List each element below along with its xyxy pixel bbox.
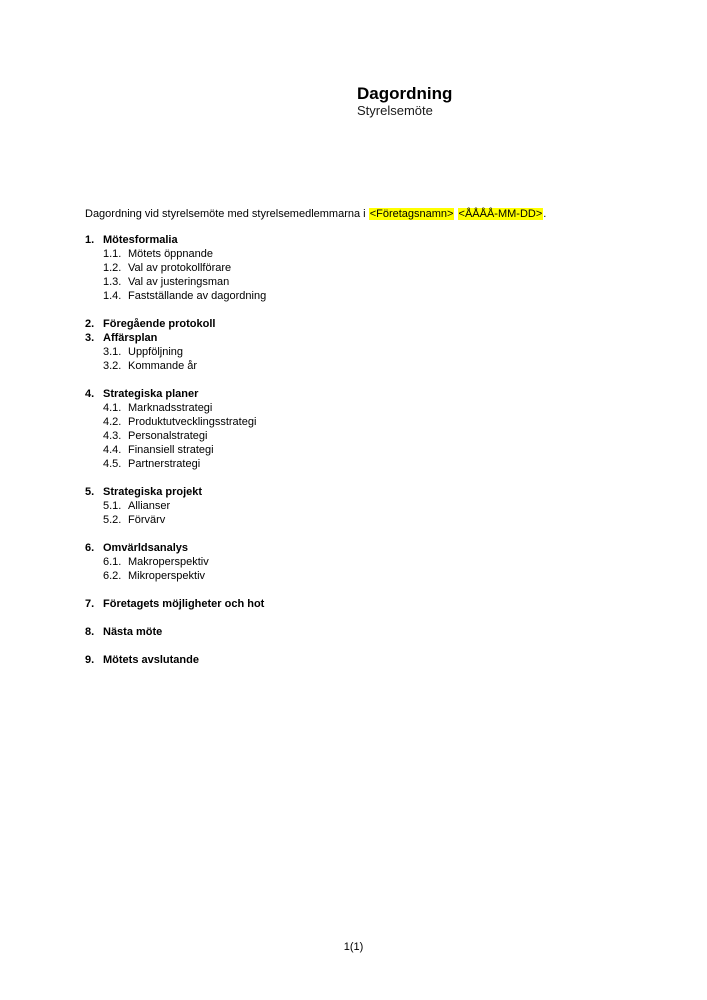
- document-subtitle: Styrelsemöte: [357, 103, 433, 118]
- agenda-subitem-number: 5.2.: [103, 514, 122, 526]
- agenda-section-heading: [85, 485, 707, 499]
- agenda-subitem-label: Kommande år: [128, 360, 198, 372]
- agenda-section-number: 6.: [85, 542, 95, 554]
- agenda-subitem-label: Val av justeringsman: [128, 276, 230, 288]
- page-number: 1(1): [343, 941, 364, 953]
- agenda-section: [85, 597, 707, 611]
- agenda-subitem-number: 1.1.: [103, 248, 122, 260]
- agenda-section: [85, 387, 707, 471]
- agenda-subitem-number: 4.1.: [103, 402, 122, 414]
- agenda-section-heading: [85, 387, 707, 401]
- agenda-subitem: [103, 499, 707, 513]
- agenda-section: [85, 625, 707, 639]
- agenda-section-heading: [85, 541, 707, 555]
- agenda-section: [85, 653, 707, 667]
- agenda-section-label: Företagets möjligheter och hot: [103, 598, 265, 610]
- agenda-subitem: [103, 415, 707, 429]
- agenda-subitem: [103, 345, 707, 359]
- agenda-section: [85, 317, 707, 331]
- agenda-subitem-label: Produktutvecklingsstrategi: [128, 416, 257, 428]
- agenda-section-label: Föregående protokoll: [103, 318, 216, 330]
- agenda-subitem: [103, 275, 707, 289]
- agenda-subitem-label: Fastställande av dagordning: [128, 290, 267, 302]
- agenda-subitem-label: Allianser: [128, 500, 171, 512]
- agenda-subitem-number: 6.2.: [103, 570, 122, 582]
- agenda-section: [85, 331, 707, 373]
- intro-lead-text: Dagordning vid styrelsemöte med styrelsemedlemmarna i: [85, 208, 366, 220]
- title-block: [357, 84, 707, 119]
- agenda-section-heading: [85, 233, 707, 247]
- agenda-subitem-label: Uppföljning: [128, 346, 184, 358]
- agenda-section-label: Strategiska planer: [103, 388, 199, 400]
- agenda-subitem: [103, 429, 707, 443]
- document-title: Dagordning: [357, 84, 453, 103]
- agenda-section-number: 8.: [85, 626, 95, 638]
- agenda-subitem: [103, 513, 707, 527]
- agenda-subitem-label: Makroperspektiv: [128, 556, 209, 568]
- agenda-subitem-label: Partnerstrategi: [128, 458, 201, 470]
- agenda-subitem-label: Personalstrategi: [128, 430, 208, 442]
- agenda-section-heading: [85, 317, 707, 331]
- agenda-subitem-number: 1.4.: [103, 290, 122, 302]
- agenda-subitem: [103, 401, 707, 415]
- agenda-section-heading: [85, 653, 707, 667]
- agenda-subitem-label: Finansiell strategi: [128, 444, 214, 456]
- agenda-section-number: 4.: [85, 388, 95, 400]
- agenda-section-label: Mötesformalia: [103, 234, 178, 246]
- agenda-list: [85, 233, 707, 667]
- agenda-section: [85, 233, 707, 303]
- agenda-section-label: Strategiska projekt: [103, 486, 203, 498]
- agenda-subitem-number: 1.3.: [103, 276, 122, 288]
- agenda-subitem-number: 4.2.: [103, 416, 122, 428]
- agenda-subitem-number: 3.1.: [103, 346, 122, 358]
- agenda-section-heading: [85, 331, 707, 345]
- agenda-section: [85, 541, 707, 583]
- agenda-subitem: [103, 457, 707, 471]
- agenda-section-heading: [85, 597, 707, 611]
- agenda-subitem-label: Mötets öppnande: [128, 248, 214, 260]
- agenda-subitem-number: 6.1.: [103, 556, 122, 568]
- agenda-section-number: 3.: [85, 332, 95, 344]
- intro-suffix: .: [543, 208, 547, 220]
- agenda-subitem: [103, 569, 707, 583]
- agenda-subitem: [103, 247, 707, 261]
- agenda-section-label: Affärsplan: [103, 332, 158, 344]
- agenda-subitem-number: 1.2.: [103, 262, 122, 274]
- agenda-subitem: [103, 443, 707, 457]
- agenda-section-label: Mötets avslutande: [103, 654, 199, 666]
- agenda-section-number: 9.: [85, 654, 95, 666]
- agenda-subitem-number: 4.5.: [103, 458, 122, 470]
- agenda-subitem: [103, 555, 707, 569]
- agenda-subitem: [103, 289, 707, 303]
- agenda-section-label: Nästa möte: [103, 626, 163, 638]
- agenda-section-number: 7.: [85, 598, 95, 610]
- agenda-subitem-label: Val av protokollförare: [128, 262, 232, 274]
- agenda-subitem: [103, 359, 707, 373]
- agenda-subitem: [103, 261, 707, 275]
- agenda-section-heading: [85, 625, 707, 639]
- agenda-section-number: 2.: [85, 318, 95, 330]
- agenda-subitem-number: 5.1.: [103, 500, 122, 512]
- company-name-placeholder: <Företagsnamn>: [369, 208, 454, 220]
- date-placeholder: <ÅÅÅÅ-MM-DD>: [458, 208, 543, 220]
- agenda-section: [85, 485, 707, 527]
- agenda-subitem-number: 3.2.: [103, 360, 122, 372]
- agenda-subitem-label: Mikroperspektiv: [128, 570, 206, 582]
- agenda-subitem-label: Förvärv: [128, 514, 166, 526]
- intro-paragraph: [85, 207, 647, 221]
- agenda-section-number: 1.: [85, 234, 95, 246]
- agenda-subitem-label: Marknadsstrategi: [128, 402, 213, 414]
- agenda-subitem-number: 4.3.: [103, 430, 122, 442]
- agenda-subitem-number: 4.4.: [103, 444, 122, 456]
- agenda-section-number: 5.: [85, 486, 95, 498]
- agenda-section-label: Omvärldsanalys: [103, 542, 188, 554]
